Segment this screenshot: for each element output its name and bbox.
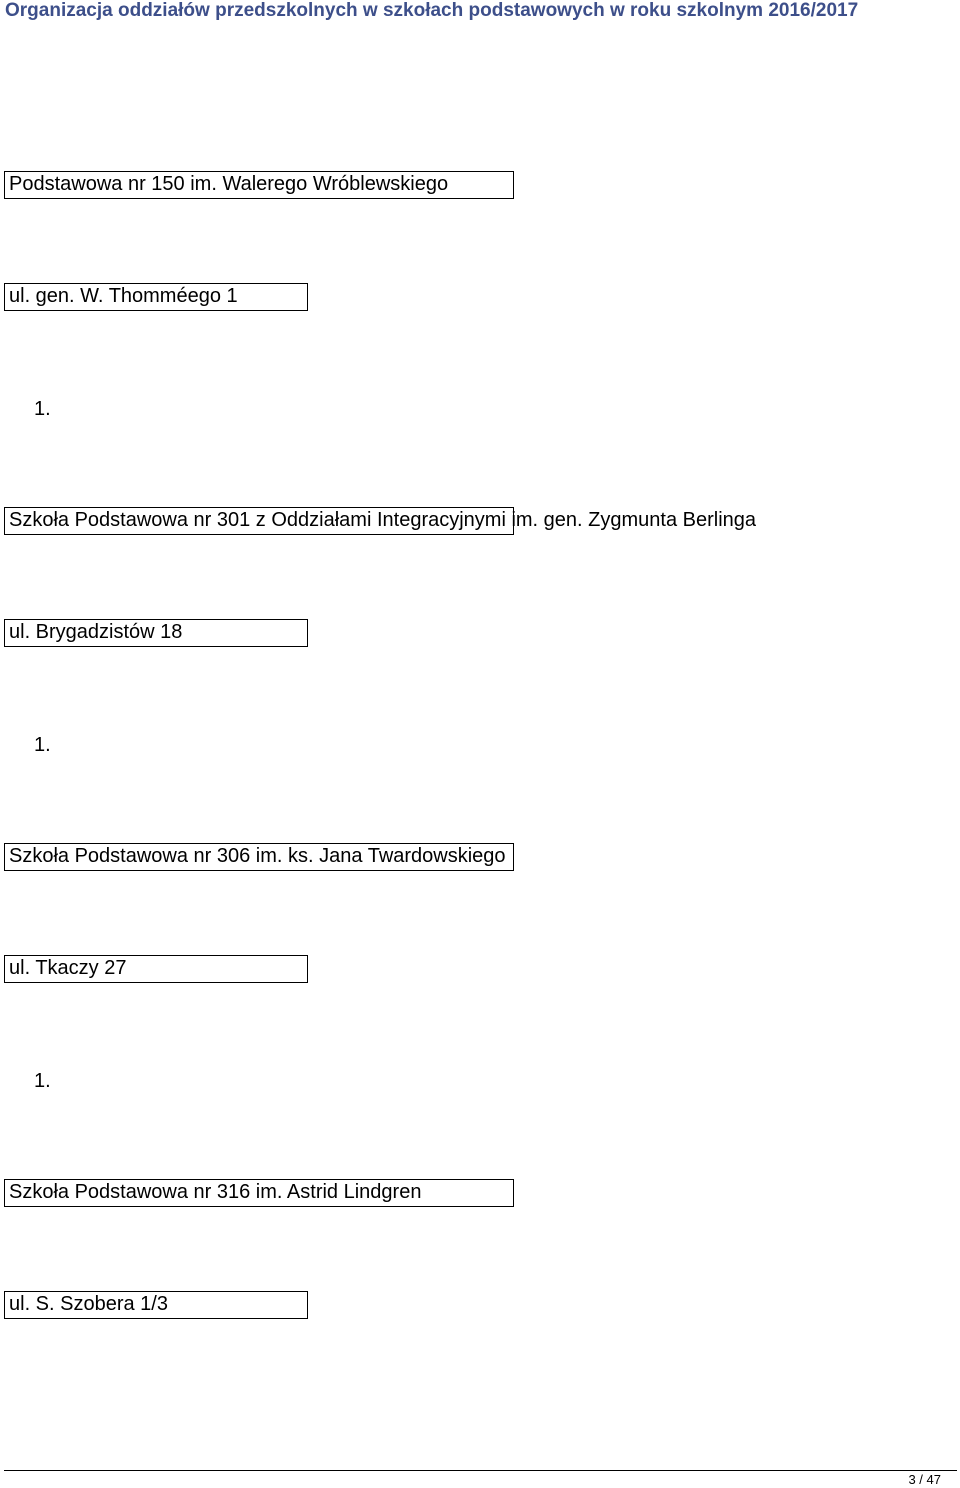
- school-name-text: Szkoła Podstawowa nr 306 im. ks. Jana Twardowskiego: [9, 845, 506, 867]
- page-header-title: Organizacja oddziałów przedszkolnych w szkołach podstawowych w roku szkolnym 2016/2017: [5, 0, 859, 21]
- school-name-text: Szkoła Podstawowa nr 301 z Oddziałami Integracyjnymi im. gen. Zygmunta Berlinga: [9, 509, 757, 531]
- list-number: 1.: [34, 1070, 51, 1092]
- school-name-text: Podstawowa nr 150 im. Walerego Wróblewskiego: [9, 173, 449, 195]
- footer-divider: [4, 1470, 957, 1471]
- address-text: ul. gen. W. Thomméego 1: [9, 285, 238, 307]
- list-number: 1.: [34, 734, 51, 756]
- address-text: ul. S. Szobera 1/3: [9, 1293, 168, 1315]
- address-text: ul. Brygadzistów 18: [9, 621, 183, 643]
- address-text: ul. Tkaczy 27: [9, 957, 127, 979]
- school-name-text: Szkoła Podstawowa nr 316 im. Astrid Lindgren: [9, 1181, 422, 1203]
- page-number: 3 / 47: [908, 1472, 941, 1487]
- list-number: 1.: [34, 398, 51, 420]
